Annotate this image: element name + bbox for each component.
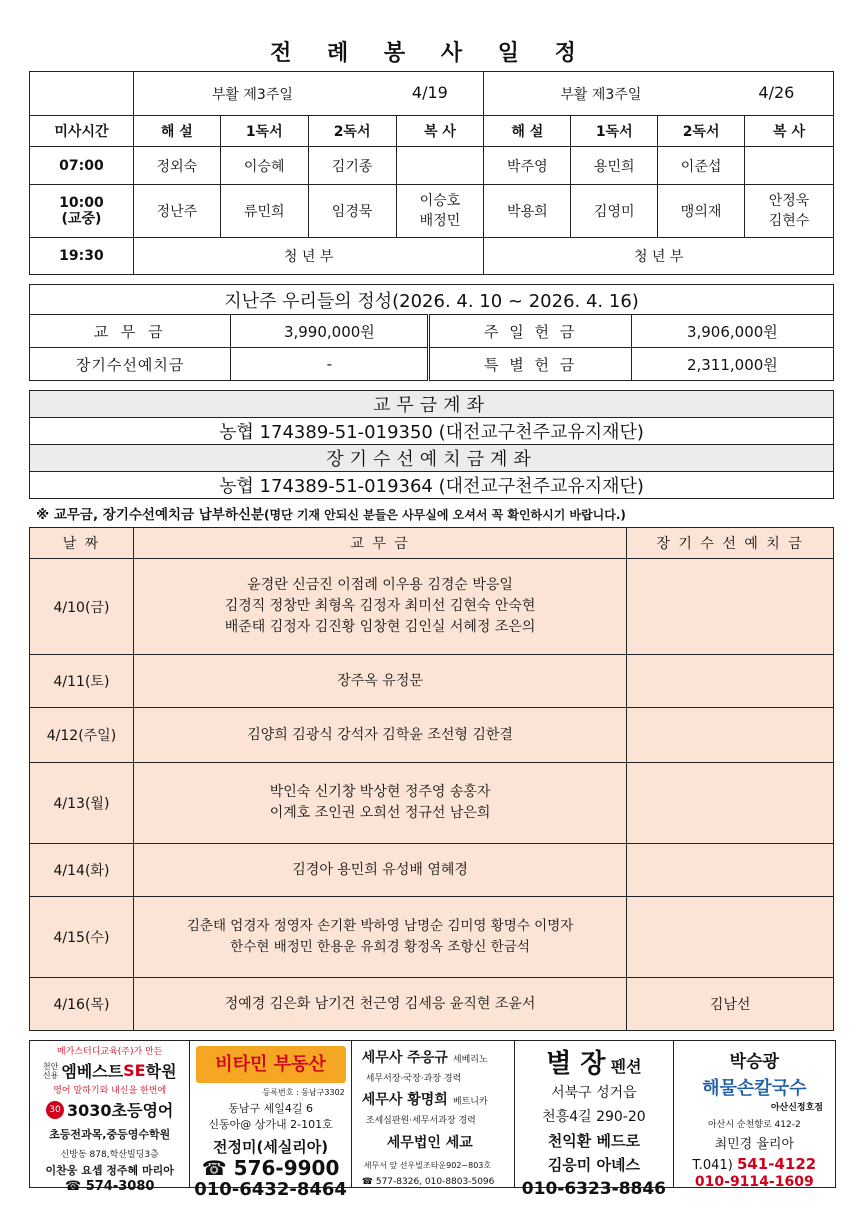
- payment-table: [29, 527, 834, 1031]
- name-cell: 이준섭: [658, 147, 745, 185]
- ad1-brand-row: [30, 1059, 189, 1082]
- corner-cell: [30, 72, 134, 116]
- youth-cell: 청 년 부: [133, 238, 484, 275]
- ad4-address2: 천흥4길 290-20: [542, 1109, 646, 1125]
- offering-value: 3,990,000원: [231, 315, 429, 348]
- ad4-brand-small: 펜션: [610, 1057, 642, 1076]
- ad1-brand-prefix: 천안 신용: [42, 1061, 59, 1080]
- offering-label: 교 무 금: [30, 315, 231, 348]
- ad1-school: 3030초등영어: [67, 1101, 174, 1120]
- phone-icon: ☎: [64, 1179, 82, 1194]
- name-cell: 이승혜: [220, 147, 308, 185]
- pay-names: 정예경 김은화 남기건 천근영 김세응 윤직현 조윤서: [133, 978, 626, 1031]
- pay-names: [133, 559, 626, 655]
- header-commentary: 해 설: [484, 116, 571, 147]
- pay-repair: [627, 844, 834, 897]
- name-cell: 정외숙: [133, 147, 220, 185]
- week1-header: [133, 72, 484, 116]
- ad5-tel-row: [674, 1155, 835, 1173]
- ad1-address: 신방동 878,학산빌딩3층: [60, 1150, 159, 1160]
- name-cell: 김영미: [571, 185, 658, 238]
- ad5-person: 최민경 율리아: [714, 1137, 795, 1152]
- ad2-phone: 576-9900: [233, 1156, 340, 1180]
- ad1-brand: 엠베스트: [61, 1062, 124, 1081]
- ad3-firm: 세무법인 세교: [386, 1135, 473, 1151]
- name-cell: 류민희: [220, 185, 308, 238]
- name-line: 배준태 김정자 김진황 임창현 김인실 서혜정 조은의: [224, 619, 536, 635]
- ad1-brand-suffix: 학원: [145, 1062, 177, 1081]
- ad5-tel-label: T.041): [692, 1158, 733, 1173]
- pay-names: [133, 897, 626, 978]
- ad3-name1: 세무사 주응규: [361, 1050, 448, 1066]
- pay-date: 4/11(토): [30, 655, 134, 708]
- week2-header: [484, 72, 834, 116]
- week1-name: 부활 제3주일: [211, 87, 293, 103]
- offering-table: [29, 284, 834, 381]
- pay-date: 4/15(수): [30, 897, 134, 978]
- week2-date: 4/26: [758, 83, 795, 102]
- ad2-phone-row: [190, 1157, 350, 1179]
- offering-value: 2,311,000원: [631, 348, 833, 381]
- offering-label: 장기수선예치금: [30, 348, 231, 381]
- ad5-tel: 541-4122: [736, 1155, 817, 1173]
- ad2-reg: 등록번호 : 동남구3302: [262, 1088, 345, 1097]
- ad2-owner: 전정미(세실리아): [213, 1138, 329, 1156]
- ad3-name2-sub: 베트니카: [452, 1097, 488, 1107]
- header-server: 복 사: [745, 116, 834, 147]
- youth-cell: 청 년 부: [484, 238, 834, 275]
- ad2-mobile: 010-6432-8464: [194, 1179, 347, 1200]
- ads-bar: [29, 1040, 836, 1200]
- ad5-brand: 해물손칼국수: [702, 1078, 807, 1099]
- header-reader2: 2독서: [308, 116, 396, 147]
- note-main: ※ 교무금, 장기수선예치금 납부하신분: [36, 507, 264, 523]
- pay-repair: 김남선: [627, 978, 834, 1031]
- liturgy-schedule-table: [29, 71, 834, 275]
- ad4-address1: 서북구 성거읍: [551, 1085, 637, 1101]
- ad4-owner1: 천익환 베드로: [547, 1132, 640, 1150]
- name-line: 안정욱: [768, 193, 810, 209]
- ad3-name2: 세무사 황명희: [361, 1092, 448, 1108]
- ad3-phone: ☎ 577-8326, 010-8803-5096: [361, 1177, 495, 1187]
- header-reader1: 1독서: [220, 116, 308, 147]
- ad5-address: 아산시 순천향로 412-2: [707, 1120, 801, 1130]
- time-cell: [30, 185, 134, 238]
- ad4-brand-big: 별 장: [546, 1049, 606, 1079]
- header-reader2: 2독서: [658, 116, 745, 147]
- name-cell: [396, 147, 484, 185]
- name-line: 배정민: [419, 213, 461, 229]
- repair-account-label: 장기수선예치금계좌: [30, 445, 834, 472]
- name-line: 이계호 조인권 오희선 정규선 남은희: [269, 805, 491, 821]
- ad-vitamin: [190, 1041, 351, 1200]
- gyomu-account-label: 교무금계좌: [30, 391, 834, 418]
- offering-label: 특 별 헌 금: [429, 348, 631, 381]
- name-line: 김춘태 엄경자 정영자 손기환 박하영 남명순 김미영 황명수 이명자: [186, 918, 574, 934]
- name-cell: 박용희: [484, 185, 571, 238]
- gyomu-account-number: 농협 174389-51-019350 (대전교구천주교유지재단): [30, 418, 834, 445]
- pay-header-gyomu: 교 무 금: [133, 528, 626, 559]
- name-line: 김경직 정창만 최형옥 김정자 최미선 김현숙 안숙현: [224, 598, 536, 614]
- account-table: [29, 390, 834, 499]
- ad1-logo-icon: 30: [46, 1101, 64, 1119]
- offering-label: 주 일 헌 금: [429, 315, 631, 348]
- page-title: 전 례 봉 사 일 정: [270, 41, 590, 66]
- note-sub: (명단 기재 안되신 분들은 사무실에 오셔서 꼭 확인하시기 바랍니다.): [263, 508, 626, 522]
- time-cell: 07:00: [30, 147, 134, 185]
- header-time: 미사시간: [30, 116, 134, 147]
- pay-date: 4/16(목): [30, 978, 134, 1031]
- ad1-top: 메가스터디교육(주)가 만든: [56, 1047, 163, 1057]
- pay-date: 4/13(월): [30, 763, 134, 844]
- name-cell: 정난주: [133, 185, 220, 238]
- header-commentary: 해 설: [133, 116, 220, 147]
- name-cell: [745, 147, 834, 185]
- pay-header-date: 날 짜: [30, 528, 134, 559]
- name-line: 이승호: [419, 193, 461, 209]
- payment-note: [36, 503, 626, 523]
- ad-kalguksu: [674, 1041, 835, 1190]
- offering-value: -: [231, 348, 429, 381]
- ad4-owner2: 김응미 아녜스: [547, 1156, 640, 1174]
- name-cell: 임경묵: [308, 185, 396, 238]
- pay-names: 장주옥 유정문: [133, 655, 626, 708]
- time-value: 10:00: [59, 195, 104, 211]
- ad-pension: [515, 1041, 673, 1199]
- phone-icon: ☎: [201, 1156, 227, 1180]
- pay-date: 4/14(화): [30, 844, 134, 897]
- repair-account-number: 농협 174389-51-019364 (대전교구천주교유지재단): [30, 472, 834, 499]
- name-line: 윤경란 신금진 이점례 이우용 김경순 박응일: [247, 577, 513, 593]
- header-server: 복 사: [396, 116, 484, 147]
- ad1-phone: 574-3080: [85, 1179, 155, 1194]
- ad1-school-row: [30, 1098, 189, 1121]
- time-note: (교중): [61, 211, 102, 227]
- pay-repair: [627, 708, 834, 763]
- name-cell: 김기종: [308, 147, 396, 185]
- pay-date: 4/10(금): [30, 559, 134, 655]
- offering-title: 지난주 우리들의 정성(2026. 4. 10 ~ 2026. 4. 16): [30, 285, 834, 315]
- ad1-slogan: 영어 말하기와 내신을 한번에: [53, 1086, 167, 1096]
- ad5-owner: 박승광: [729, 1052, 779, 1072]
- ad4-brand-row: [515, 1043, 672, 1080]
- pay-repair: [627, 763, 834, 844]
- ad2-address2: 신동아@ 상가내 2-101호: [208, 1118, 333, 1131]
- week1-date: 4/19: [411, 83, 448, 102]
- pay-names: [133, 763, 626, 844]
- week2-name: 부활 제3주일: [560, 87, 642, 103]
- name-cell: 맹의재: [658, 185, 745, 238]
- pay-names: 김양희 김광식 강석자 김학윤 조선형 김한결: [133, 708, 626, 763]
- ad3-career2: 조세심판원·세무서과장 경력: [365, 1116, 476, 1126]
- ad2-address1: 동남구 세일4길 6: [228, 1102, 313, 1115]
- name-cell: 박주영: [484, 147, 571, 185]
- ad3-address: 세무서 앞 선우빌조타운902~803호: [363, 1161, 492, 1170]
- ad3-name1-row: [362, 1047, 514, 1067]
- pay-date: 4/12(주일): [30, 708, 134, 763]
- pay-header-repair: 장 기 수 선 예 치 금: [627, 528, 834, 559]
- pay-repair: [627, 559, 834, 655]
- offering-value: 3,906,000원: [631, 315, 833, 348]
- ad-mbest: [30, 1041, 190, 1194]
- time-cell: 19:30: [30, 238, 134, 275]
- ad1-phone-row: [30, 1179, 189, 1194]
- ad1-brand-se: SE: [123, 1061, 146, 1080]
- ad1-people: 이찬웅 요셉 정주혜 마리아: [45, 1164, 174, 1177]
- name-cell: 용민희: [571, 147, 658, 185]
- name-cell: [745, 185, 834, 238]
- ad5-branch: 아산신정호점: [770, 1103, 823, 1113]
- ad3-name2-row: [362, 1089, 514, 1109]
- ad4-phone: 010-6323-8846: [521, 1179, 667, 1199]
- ad3-career1: 세무서장·국장·과장 경력: [365, 1074, 462, 1084]
- ad5-mobile: 010-9114-1609: [694, 1174, 814, 1190]
- ad3-name1-sub: 세베리노: [452, 1055, 488, 1065]
- name-cell: [396, 185, 484, 238]
- name-line: 한수현 배정민 한용운 유희경 황정옥 조항신 한금석: [230, 939, 530, 955]
- pay-repair: [627, 897, 834, 978]
- ad1-line1: 초등전과목,중등영수학원: [49, 1128, 171, 1141]
- ad-tax: [352, 1041, 515, 1187]
- name-line: 박인숙 신기창 박상현 정주영 송홍자: [269, 784, 491, 800]
- pay-names: 김경아 용민희 유성배 염혜경: [133, 844, 626, 897]
- header-reader1: 1독서: [571, 116, 658, 147]
- name-line: 김현수: [768, 213, 810, 229]
- ad2-brand: 비타민 부동산: [196, 1046, 346, 1083]
- pay-repair: [627, 655, 834, 708]
